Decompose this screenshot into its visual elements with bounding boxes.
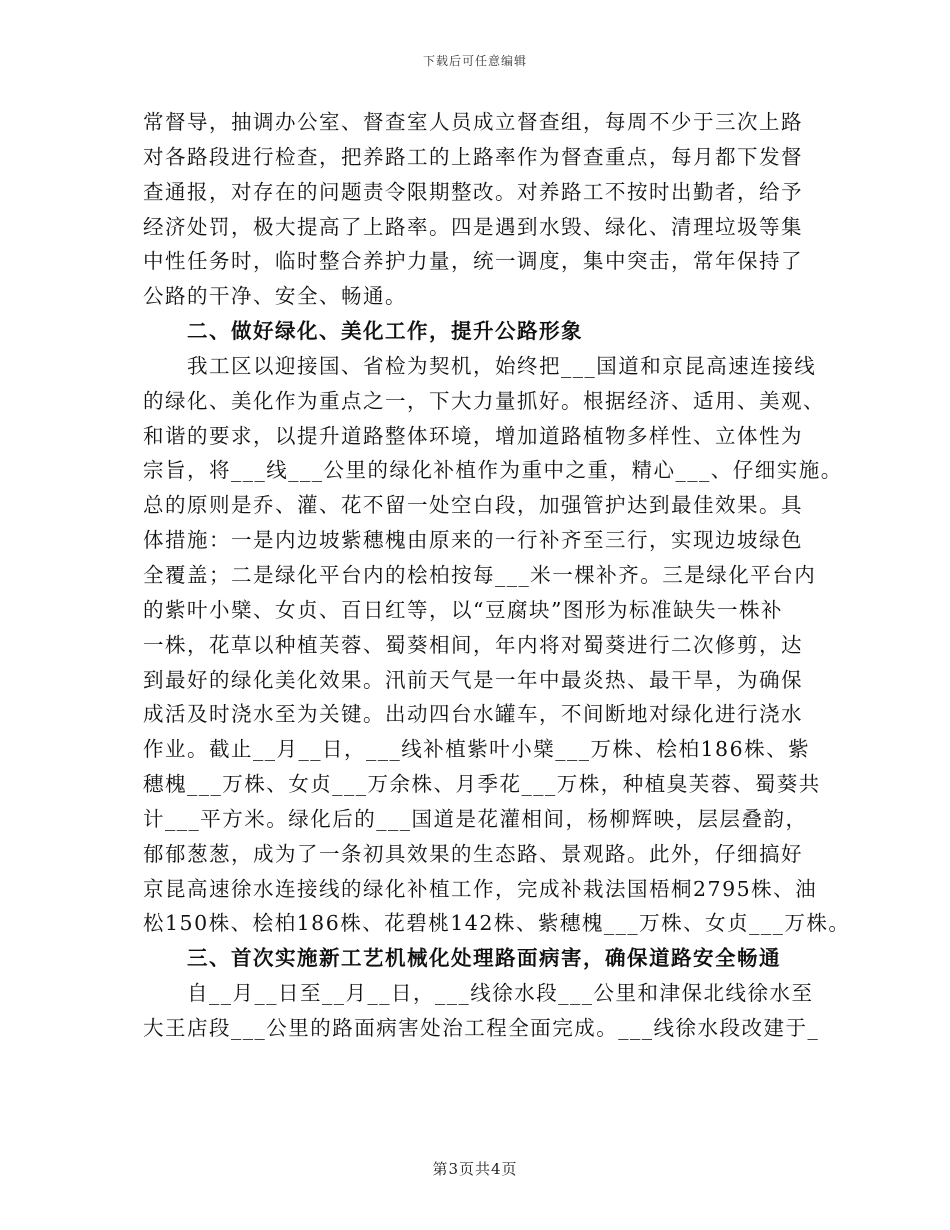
paragraph-line: 到最好的绿化美化效果。汛前天气是一年中最炎热、最干旱，为确保 [143, 667, 803, 692]
section-heading: 三、首次实施新工艺机械化处理路面病害，确保道路安全畅通 [143, 946, 781, 971]
page-footer: 第3页共4页 [432, 1160, 518, 1178]
paragraph-line: 京昆高速徐水连接线的绿化补植工作，完成补栽法国梧桐2795株、油 [143, 876, 818, 901]
paragraph-line: 全覆盖；二是绿化平台内的桧柏按每___米一棵补齐。三是绿化平台内 [143, 562, 817, 587]
paragraph-line: 的紫叶小檗、女贞、百日红等，以“豆腐块”图形为标准缺失一株补 [143, 597, 783, 622]
paragraph-line: 宗旨，将___线___公里的绿化补植作为重中之重，精心___、仔细实施。 [143, 458, 843, 483]
paragraph-line: 我工区以迎接国、省检为契机，始终把___国道和京昆高速连接线 [143, 353, 817, 378]
paragraph-line: 常督导，抽调办公室、督查室人员成立督查组，每周不少于三次上路 [143, 110, 803, 134]
paragraph-line: 计___平方米。绿化后的___国道是花灌相间，杨柳辉映，层层叠韵， [143, 806, 808, 831]
document-body [143, 105, 851, 1046]
paragraph-line: 自__月__日至__月__日，___线徐水段___公里和津保北线徐水至 [143, 981, 814, 1006]
paragraph-line: 查通报，对存在的问题责令限期整改。对养路工不按时出勤者，给予 [143, 179, 803, 204]
paragraph-line: 对各路段进行检查，把养路工的上路率作为督查重点，每月都下发督 [143, 144, 803, 169]
paragraph-line: 公路的干净、安全、畅通。 [143, 284, 407, 309]
paragraph-line: 总的原则是乔、灌、花不留一处空白段，加强管护达到最佳效果。具 [143, 493, 803, 518]
paragraph-line: 松150株、桧柏186株、花碧桃142株、紫穗槐___万株、女贞___万株。 [143, 911, 851, 936]
paragraph-line: 一株，花草以种植芙蓉、蜀葵相间，年内将对蜀葵进行二次修剪，达 [143, 632, 803, 657]
paragraph-line: 成活及时浇水至为关键。出动四台水罐车，不间断地对绿化进行浇水 [143, 702, 803, 727]
paragraph-line: 郁郁葱葱，成为了一条初具效果的生态路、景观路。此外，仔细搞好 [143, 841, 803, 866]
page-header: 下载后可任意编辑 [422, 54, 527, 68]
paragraph-line: 经济处罚，极大提高了上路率。四是遇到水毁、绿化、清理垃圾等集 [143, 214, 803, 239]
paragraph-line: 体措施：一是内边坡紫穗槐由原来的一行补齐至三行，实现边坡绿色 [143, 528, 803, 553]
paragraph-line: 和谐的要求，以提升道路整体环境，增加道路植物多样性、立体性为 [143, 423, 803, 448]
paragraph-line: 的绿化、美化作为重点之一，下大力量抓好。根据经济、适用、美观、 [143, 388, 825, 413]
paragraph-line: 中性任务时，临时整合养护力量，统一调度，集中突击，常年保持了 [143, 249, 803, 274]
paragraph-line: 大王店段___公里的路面病害处治工程全面完成。___线徐水段改建于_ [143, 1015, 820, 1040]
paragraph-line: 作业。截止__月__日，___线补植紫叶小檗___万株、桧柏186株、紫 [143, 737, 811, 762]
paragraph-line: 穗槐___万株、女贞___万余株、月季花___万株，种植臭芙蓉、蜀葵共 [143, 772, 821, 797]
section-heading: 二、做好绿化、美化工作，提升公路形象 [143, 319, 583, 344]
